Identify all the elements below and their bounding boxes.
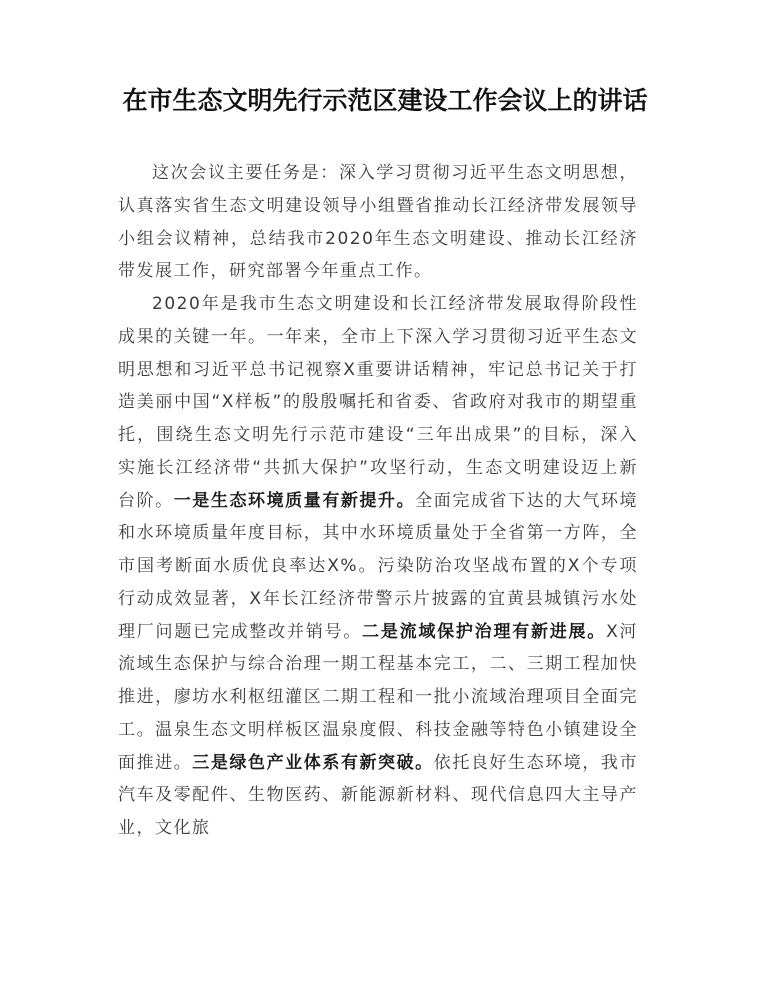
- bold-heading-environment: 一是生态环境质量有新提升。: [173, 490, 416, 511]
- paragraph-text: 2020年是我市生态文明建设和长江经济带发展取得阶段性成果的关键一年。一年来，全市上下深入学习贯彻习近平生态文明思想和习近平总书记视察X重要讲话精神，牢记总书记关于打造美丽中国“X样板”的殷殷嘱托和省委、省政府对我市的期望重托，围绕生态文明先行示范市建设“三年出成果”的目标，深入实施长江经济带“共抓大保护”攻坚行动，生态文明建设迈上新台阶。: [118, 294, 638, 511]
- paragraph-text: 这次会议主要任务是：深入学习贯彻习近平生态文明思想，认真落实省生态文明建设领导小组暨省推动长江经济带发展领导小组会议精神，总结我市2020年生态文明建设、推动长江经济带发展工作，研究部署今年重点工作。: [118, 163, 638, 282]
- document-body: [118, 157, 638, 845]
- paragraph-intro: [118, 157, 638, 288]
- paragraph-text: 依托良好生态环境，我市汽车及零配件、生物医药、新能源新材料、现代信息四大主导产业，文化旅: [118, 752, 639, 838]
- bold-heading-industry: 三是绿色产业体系有新突破。: [192, 752, 434, 773]
- document-title: 在市生态文明先行示范区建设工作会议上的讲话: [122, 86, 648, 115]
- bold-heading-watershed: 二是流域保护治理有新进展。: [362, 621, 607, 642]
- paragraph-text: 全面完成省下达的大气环境和水环境质量年度目标，其中水环境质量处于全省第一方阵，全市国考断面水质优良率达X%。污染防治攻坚战布置的X个专项行动成效显著，X年长江经济带警示片披露的宜黄县城镇污水处理厂问题已完成整改并销号。: [118, 490, 639, 642]
- paragraph-text: X河流域生态保护与综合治理一期工程基本完工，二、三期工程加快推进，廖坊水利枢纽灌区二期工程和一批小流域治理项目全面完工。温泉生态文明样板区温泉度假、科技金融等特色小镇建设全面推进。: [118, 621, 639, 773]
- paragraph-review: [118, 288, 638, 845]
